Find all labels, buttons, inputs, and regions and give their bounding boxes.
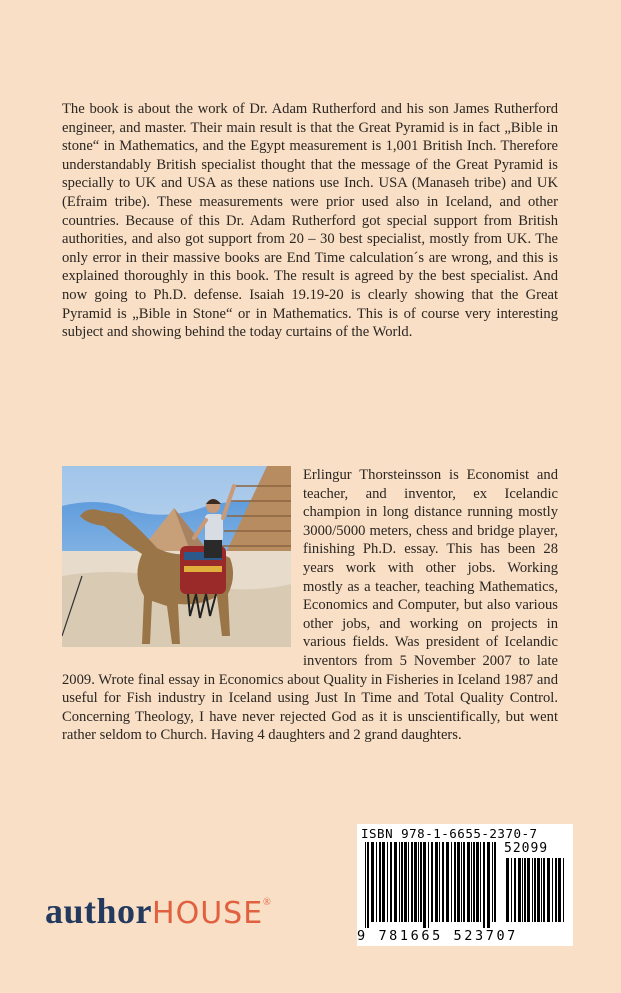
barcode-bar	[514, 858, 516, 922]
barcode-bar	[442, 842, 444, 922]
barcode-bar	[423, 842, 426, 928]
back-cover-blurb: The book is about the work of Dr. Adam Rutherford and his son James Rutherford engineer, and master. Their main result is that the Great Pyramid is in fact „Bible in stone“ in Mathematics, and the Egypt measurement is 1,001 British Inch. Therefore understandably British specialist thought that the message of the Great Pyramid is specially to UK and USA as these nations use Inch. USA (Manaseh tribe) and UK (Efraim tribe). These measurements were prior used also in Iceland, and other countries. Because of this Dr. Adam Rutherford got special support from British authorities, and also got support from 20 – 30 best specialist, mostly from UK. The only error in their massive books are End Time calculation´s are wrong, and this is explained thoroughly in this book. The result is agreed by the best specialist. And now going to Ph.D. defense. Isaiah 19.19-20 is clearly showing that the Great Pyramid is „Bible in Stone“ or in Mathematics. This is of course very interesting subject and showing behind the today curtains of the World.	[62, 101, 558, 341]
barcode-bar	[558, 858, 561, 922]
barcode-bar	[467, 842, 470, 922]
barcode-bar	[411, 842, 413, 922]
barcode-bar	[379, 842, 381, 922]
publisher-logo-author: author	[45, 891, 153, 931]
barcode-bar	[365, 842, 366, 928]
author-bio	[62, 466, 558, 745]
barcode-bar	[401, 842, 403, 922]
barcode-bar	[394, 842, 397, 922]
barcode-bar	[404, 842, 407, 922]
price-barcode-bars	[504, 858, 568, 928]
barcode-bar	[457, 842, 460, 922]
barcode-bar	[446, 842, 449, 922]
barcode-bar	[511, 858, 512, 922]
barcode-bar	[390, 842, 392, 922]
barcode-bar	[454, 842, 456, 922]
barcode-bar	[563, 858, 564, 922]
author-photo	[62, 466, 291, 647]
barcode-bar	[487, 842, 490, 928]
barcode-bar	[473, 842, 475, 922]
barcode-bar	[414, 842, 417, 922]
barcode-bar	[522, 858, 523, 922]
barcode-bar	[543, 858, 545, 922]
barcode-bar	[371, 842, 374, 922]
barcode-bar	[506, 858, 509, 922]
barcode-bar	[541, 858, 542, 922]
barcode-bar	[537, 858, 540, 922]
barcode-bar	[480, 842, 481, 922]
barcode-bar	[418, 842, 419, 922]
barcode-bar	[527, 858, 530, 922]
barcode-bar	[494, 842, 496, 922]
barcode-bar	[439, 842, 440, 922]
barcode-bar	[367, 842, 369, 928]
registered-mark: ®	[263, 897, 271, 908]
barcode-bars	[363, 842, 501, 928]
barcode-bar	[461, 842, 462, 922]
barcode-bar	[399, 842, 400, 922]
barcode-bar	[552, 858, 553, 922]
barcode-bar	[408, 842, 409, 922]
barcode-digits: 9 781665 523707	[357, 928, 518, 944]
barcode-bar	[420, 842, 422, 922]
publisher-logo-house: HOUSE	[152, 896, 264, 931]
barcode-bar	[524, 858, 526, 922]
isbn-barcode	[357, 824, 573, 946]
price-code: 52099	[504, 841, 549, 856]
barcode-bar	[382, 842, 385, 922]
barcode-bar	[483, 842, 485, 928]
author-bio-text: Erlingur Thorsteinsson is Economist and teacher, and inventor, ex Icelandic champion in long distance running mostly 3000/5000 meters, chess and bridge player, finishing Ph.D. essay. This has been 28 years work with other jobs. Working mostly as a teacher, teaching Mathematics, Economics and Computer, but also various other jobs, and working on projects in various fields. Was president of Icelandic inventors from 5 November 2007 to late 2009. Wrote final essay in Economics about Quality in Fisheries in Iceland 1987 and useful for Fish industry in Iceland using Just In Time and Total Quality Control. Concerning Theology, I have never rejected God as it is unscientifically, but went rather seldom to Church. Having 4 daughters and 2 grand daughters.	[62, 467, 558, 744]
barcode-bar	[476, 842, 479, 922]
barcode-bar	[451, 842, 452, 922]
barcode-bar	[431, 842, 433, 922]
barcode-bar	[534, 858, 536, 922]
barcode-bar	[387, 842, 388, 922]
barcode-bar	[518, 858, 521, 922]
barcode-bar	[555, 858, 557, 922]
barcode-bar	[435, 842, 438, 922]
barcode-bar	[463, 842, 465, 922]
barcode-bar	[376, 842, 377, 922]
barcode-bar	[492, 842, 493, 922]
barcode-bar	[547, 858, 550, 922]
isbn-label: ISBN 978-1-6655-2370-7	[361, 826, 538, 841]
barcode-bar	[428, 842, 429, 928]
barcode-bar	[471, 842, 472, 922]
publisher-logo	[45, 883, 271, 934]
barcode-bar	[532, 858, 533, 922]
